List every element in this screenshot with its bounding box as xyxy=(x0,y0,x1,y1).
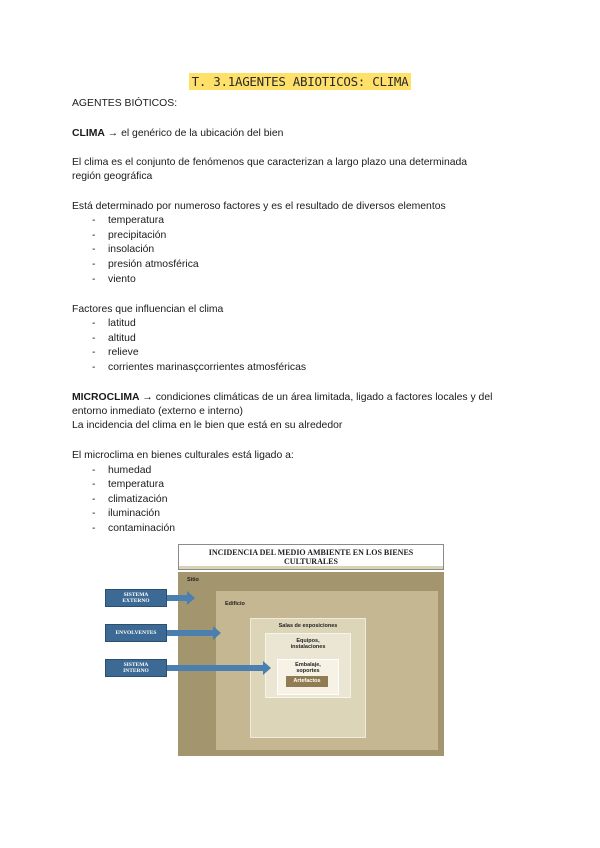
clima-paragraph-line: El clima es el conjunto de fenómenos que caracterizan a largo plazo una determinada xyxy=(72,157,468,168)
edificio-label: Edificio xyxy=(225,601,245,607)
microclima-term: MICROCLIMA xyxy=(72,392,140,403)
list-item: - viento xyxy=(92,274,136,285)
microclima-definition: MICROCLIMA → condiciones climáticas de un área limitada, ligado a factores locales y del xyxy=(72,392,493,403)
embalaje-label: Embalaje, soportes xyxy=(295,662,321,674)
clima-paragraph: Está determinado por numeroso factores y es el resultado de diversos elementos xyxy=(72,201,446,212)
clima-definition: CLIMA → el genérico de la ubicación del bien xyxy=(72,128,284,139)
microclima-definition-line: entorno inmediato (externo e interno) xyxy=(72,406,243,417)
list-item: - climatización xyxy=(92,494,168,505)
list-item: - relieve xyxy=(92,347,139,358)
list-item: - corrientes marinasçcorrientes atmosféricas xyxy=(92,362,307,373)
diagram-header: INCIDENCIA DEL MEDIO AMBIENTE EN LOS BIENES CULTURALES xyxy=(178,544,444,570)
list-item: - latitud xyxy=(92,318,136,329)
sistema-interno-arrow-icon xyxy=(167,661,271,675)
incidencia-diagram xyxy=(105,544,445,756)
clima-term: CLIMA xyxy=(72,128,105,139)
envolventes-arrow-icon xyxy=(167,626,221,640)
list-item: - humedad xyxy=(92,465,152,476)
list-item: - contaminación xyxy=(92,523,176,534)
microclima-intro: El microclima en bienes culturales está ligado a: xyxy=(72,450,294,461)
clima-paragraph-line: región geográfica xyxy=(72,171,153,182)
equipos-label: Equipos, instalaciones xyxy=(290,638,326,650)
list-item: - presión atmosférica xyxy=(92,259,199,270)
list-item: - altitud xyxy=(92,333,136,344)
page-title: T. 3.1AGENTES ABIOTICOS: CLIMA xyxy=(0,74,600,89)
sistema-externo-box: SISTEMA EXTERNO xyxy=(105,589,167,607)
list-item: - temperatura xyxy=(92,479,165,490)
artefactos-box: Artefactos xyxy=(286,676,328,687)
sistema-externo-arrow-icon xyxy=(167,591,195,605)
section-heading: AGENTES BIÓTICOS: xyxy=(72,98,178,109)
factores-intro: Factores que influencian el clima xyxy=(72,304,224,315)
list-item: - precipitación xyxy=(92,230,167,241)
list-item: - insolación xyxy=(92,244,155,255)
list-item: - temperatura xyxy=(92,215,165,226)
list-item: - iluminación xyxy=(92,508,160,519)
envolventes-box: ENVOLVENTES xyxy=(105,624,167,642)
sitio-label: Sitio xyxy=(187,577,199,583)
salas-label: Salas de exposiciones xyxy=(278,623,338,629)
sistema-interno-box: SISTEMA INTERNO xyxy=(105,659,167,677)
microclima-incidencia: La incidencia del clima en le bien que está en su alrededor xyxy=(72,420,343,431)
